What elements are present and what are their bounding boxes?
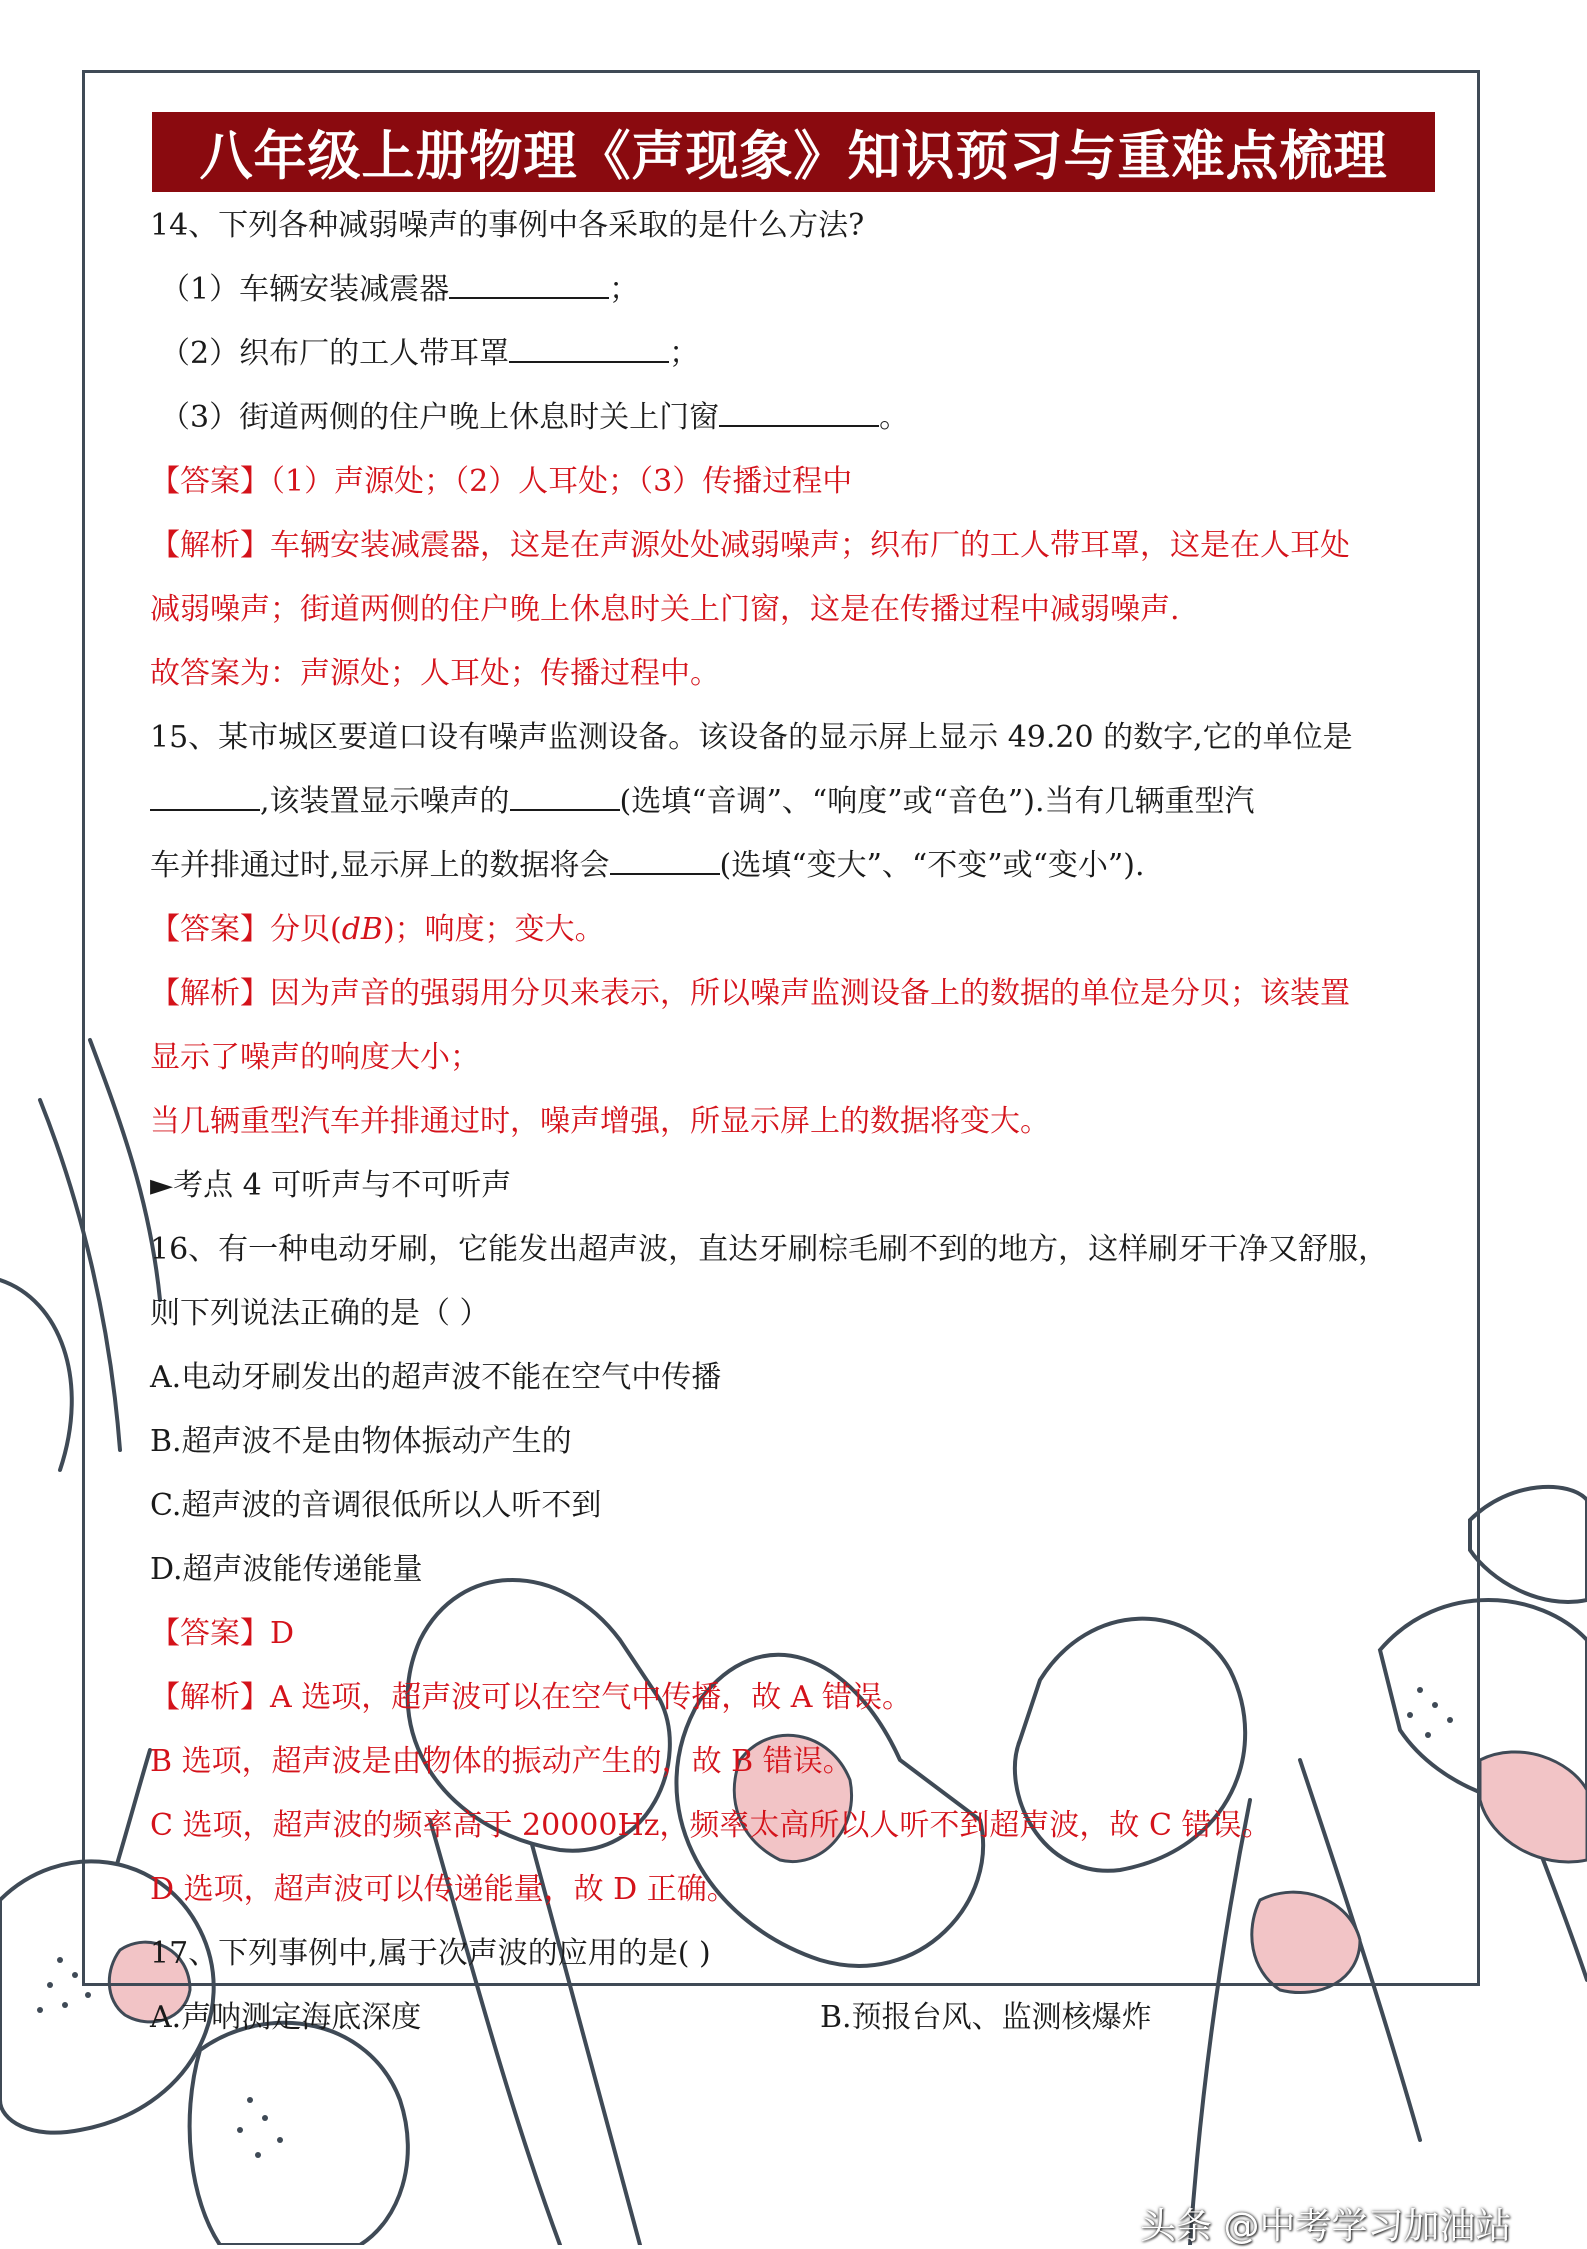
q14-analysis-line-3: 故答案为：声源处；人耳处；传播过程中。 [150,656,720,691]
q17-stem: 17、下列事例中,属于次声波的应用的是( ) [150,1936,711,1971]
q16-answer: 【答案】D [150,1616,295,1651]
answer-blank [150,781,260,811]
q16-line-1: 16、有一种电动牙刷，它能发出超声波，直达牙刷棕毛刷不到的地方，这样刷牙干净又舒服， [150,1232,1389,1267]
page-title: 八年级上册物理《声现象》知识预习与重难点梳理 [152,112,1435,192]
q17-option-b: B.预报台风、监测核爆炸 [820,2000,1152,2035]
q14-item-3: （3）街道两侧的住户晚上休息时关上门窗 。 [150,386,1440,450]
q15-analysis-line-3: 当几辆重型汽车并排通过时，噪声增强，所显示屏上的数据将变大。 [150,1104,1050,1139]
q15-analysis-line-1: 【解析】因为声音的强弱用分贝来表示，所以噪声监测设备上的数据的单位是分贝；该装置 [150,976,1350,1011]
q16-analysis-line-1: 【解析】A 选项，超声波可以在空气中传播，故 A 错误。 [150,1680,912,1715]
q16-option-c: C.超声波的音调很低所以人听不到 [150,1488,602,1523]
q15-answer: 【答案】分贝(dB)；响度；变大。 [150,912,605,947]
watermark: 头条 @中考学习加油站 [1140,2206,1512,2247]
answer-blank [719,397,879,427]
q14-analysis-line-2: 减弱噪声；街道两侧的住户晚上休息时关上门窗，这是在传播过程中减弱噪声. [150,592,1180,627]
q15-analysis-line-2: 显示了噪声的响度大小； [150,1040,480,1075]
q14-item-2: （2）织布厂的工人带耳罩 ； [150,322,1440,386]
q15-line-3: 车并排通过时,显示屏上的数据将会 (选填“变大”、“不变”或“变小”). [150,834,1440,898]
q16-analysis-line-2: B 选项，超声波是由物体的振动产生的，故 B 错误。 [150,1744,853,1779]
q14-stem: 14、下列各种减弱噪声的事例中各采取的是什么方法? [150,208,865,243]
section-heading: ►考点 4 可听声与不可听声 [150,1168,512,1203]
answer-blank [610,845,720,875]
q17-options [150,1986,1440,2050]
document-content [150,112,1440,2050]
q16-analysis-line-3: C 选项，超声波的频率高于 20000Hz，频率太高所以人听不到超声波，故 C 错误。 [150,1808,1272,1843]
q16-option-d: D.超声波能传递能量 [150,1552,423,1587]
q16-option-a: A.电动牙刷发出的超声波不能在空气中传播 [150,1360,722,1395]
answer-blank [509,333,669,363]
q14-analysis-line-1: 【解析】车辆安装减震器，这是在声源处处减弱噪声；织布厂的工人带耳罩，这是在人耳处 [150,528,1350,563]
answer-blank [449,269,609,299]
q17-option-a: A.声呐测定海底深度 [150,2000,422,2035]
q16-analysis-line-4: D 选项，超声波可以传递能量，故 D 正确。 [150,1872,737,1907]
q16-option-b: B.超声波不是由物体振动产生的 [150,1424,572,1459]
q15-line-1: 15、某市城区要道口设有噪声监测设备。该设备的显示屏上显示 49.20 的数字,它的单位是 [150,720,1353,755]
q14-answer: 【答案】（1）声源处；（2）人耳处；（3）传播过程中 [150,464,853,499]
q14-item-1: （1）车辆安装减震器 ； [150,258,1440,322]
q16-line-2: 则下列说法正确的是（ ） [150,1296,490,1331]
q15-line-2: ,该装置显示噪声的 (选填“音调”、“响度”或“音色”).当有几辆重型汽 [150,770,1440,834]
answer-blank [510,781,620,811]
